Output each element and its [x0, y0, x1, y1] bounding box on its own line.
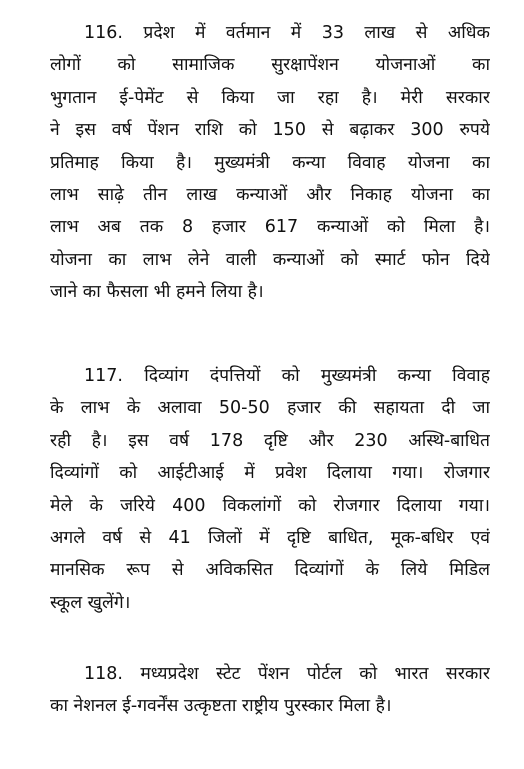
paragraph-line: प्रतिमाह किया है। मुख्यमंत्री कन्या विवाह योजना का: [50, 152, 490, 173]
paragraph-line: स्कूल खुलेंगे।: [50, 592, 131, 613]
paragraph-118: [50, 658, 490, 723]
paragraph-line: भुगतान ई-पेमेंट से किया जा रहा है। मेरी सरकार: [50, 87, 490, 108]
paragraph-line: जाने का फैसला भी हमने लिया है।: [50, 282, 264, 303]
paragraph-line: दिव्यांगों को आईटीआई में प्रवेश दिलाया गया। रोजगार: [50, 463, 490, 484]
paragraph-line: मेले के जरिये 400 विकलांगों को रोजगार दिलाया गया।: [50, 495, 490, 516]
paragraph-line: लोगों को सामाजिक सुरक्षापेंशन योजनाओं का: [50, 55, 490, 76]
paragraph-line: 117. दिव्यांग दंपत्तियों को मुख्यमंत्री कन्या विवाह: [84, 366, 490, 386]
paragraph-116: [50, 17, 490, 309]
paragraph-line: 118. मध्यप्रदेश स्टेट पेंशन पोर्टल को भारत सरकार: [84, 664, 490, 684]
paragraph-line: के लाभ के अलावा 50-50 हजार की सहायता दी जा: [50, 398, 490, 419]
paragraph-line: मानसिक रूप से अविकसित दिव्यांगों के लिये मिडिल: [50, 560, 490, 581]
paragraph-line: का नेशनल ई-गवर्नेंस उत्कृष्टता राष्ट्रीय पुरस्कार मिला है।: [50, 696, 392, 717]
paragraph-line: रही है। इस वर्ष 178 दृष्टि और 230 अस्थि-बाधित: [50, 430, 490, 451]
paragraph-line: लाभ साढ़े तीन लाख कन्याओं और निकाह योजना का: [50, 184, 490, 205]
paragraph-line: योजना का लाभ लेने वाली कन्याओं को स्मार्ट फोन दिये: [50, 249, 490, 270]
paragraph-line: 116. प्रदेश में वर्तमान में 33 लाख से अधिक: [84, 23, 490, 43]
paragraph-line: लाभ अब तक 8 हजार 617 कन्याओं को मिला है।: [50, 217, 490, 238]
paragraph-117: [50, 360, 490, 619]
paragraph-line: ने इस वर्ष पेंशन राशि को 150 से बढ़ाकर 300 रुपये: [50, 120, 490, 141]
paragraph-line: अगले वर्ष से 41 जिलों में दृष्टि बाधित, मूक-बधिर एवं: [50, 527, 490, 548]
